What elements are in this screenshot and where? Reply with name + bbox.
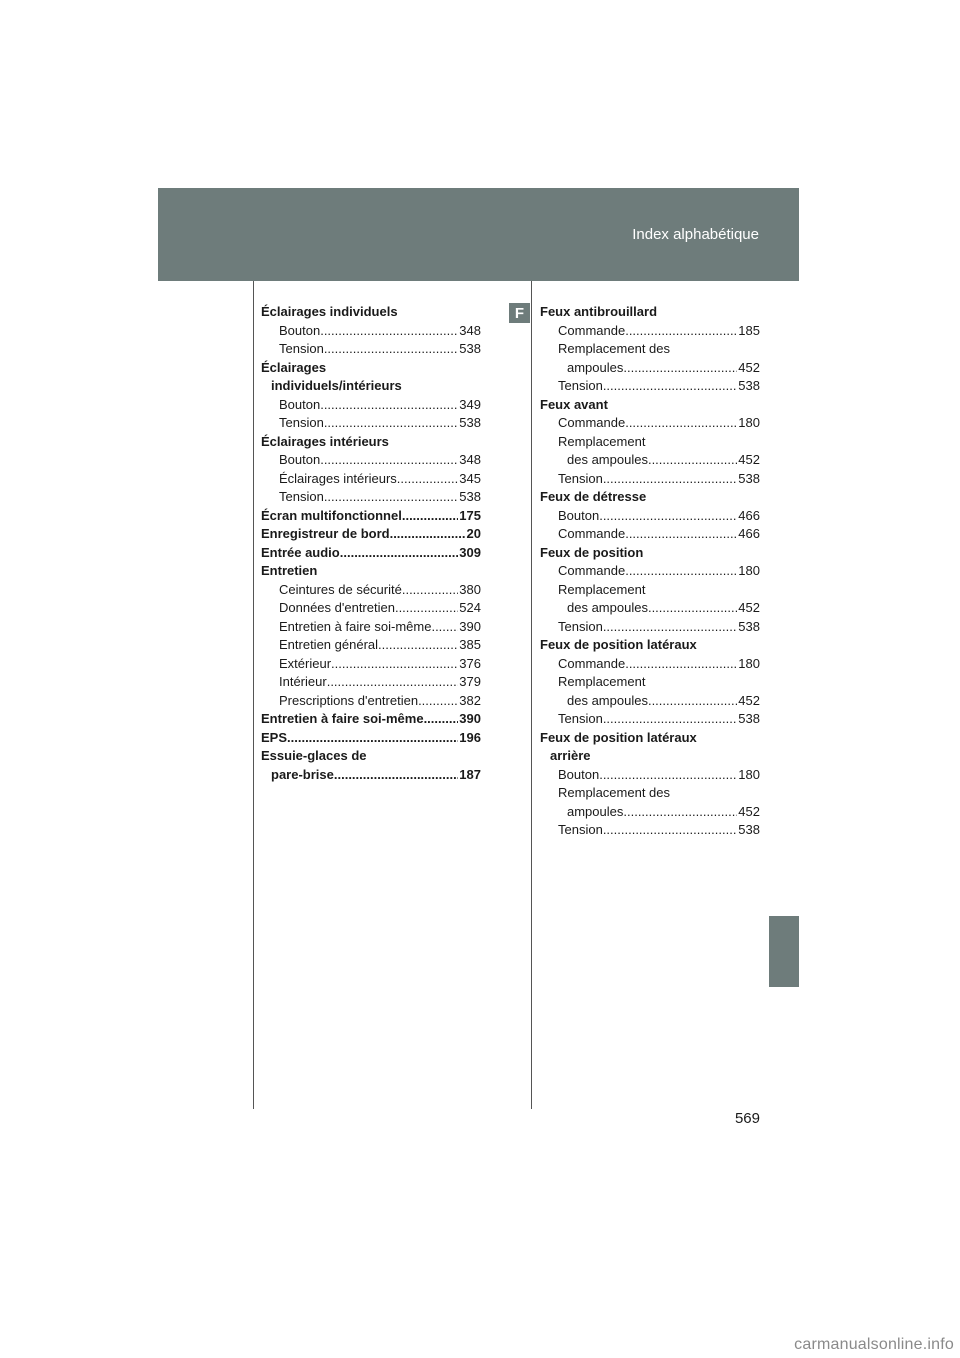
leader-dots [625,414,737,433]
index-entry [540,599,760,618]
index-entry-page: 376 [459,655,481,671]
index-entry-page: 538 [459,415,481,430]
index-entry-page: 452 [738,803,760,819]
index-entry [261,396,481,415]
left-column-rule [253,281,254,1109]
index-entry-page: 180 [738,766,760,782]
leader-dots [625,322,737,341]
leader-dots [603,710,737,729]
index-entry-page: 345 [459,470,481,486]
leader-dots [334,766,458,785]
index-entry-text: Bouton [279,322,321,338]
index-entry-text: Remplacement des [558,785,670,800]
index-entry-text: Écran multifonctionnel [261,507,402,523]
index-entry [261,377,481,396]
index-entry [540,636,760,655]
index-entry-text: ampoules [567,803,624,819]
index-entry-text: arrière [550,748,591,763]
index-entry [261,525,481,544]
index-entry-text: Commande [558,526,626,541]
leader-dots [648,599,737,618]
index-entry-text: des ampoules [567,692,648,708]
index-entry [540,710,760,729]
page-header [158,188,799,281]
index-entry-page: 348 [459,452,481,467]
leader-dots [603,821,737,840]
index-entry [540,340,760,359]
leader-dots [418,692,458,711]
index-entry [540,525,760,544]
index-entry [540,414,760,433]
index-entry [261,544,481,563]
index-entry [540,451,760,470]
index-entry-text: Feux de position latéraux [540,637,697,652]
index-entry [261,599,481,618]
index-entry-page: 180 [738,563,760,578]
index-entry [540,562,760,581]
leader-dots [603,618,737,637]
index-entry [261,488,481,507]
index-entry [540,359,760,378]
index-entry-page: 538 [738,822,760,837]
index-entry-page: 185 [738,322,760,338]
index-entry-page: 538 [738,618,760,634]
index-entry [261,636,481,655]
index-entry [261,359,481,378]
index-entry-text: Bouton [279,452,321,467]
index-entry-page: 466 [738,507,760,523]
index-entry [540,507,760,526]
index-entry-page: 382 [459,692,481,708]
index-entry-text: pare-brise [271,766,334,782]
leader-dots [603,470,737,489]
index-entry-text: Commande [558,655,626,671]
index-entry-text: Tension [558,378,603,393]
leader-dots [599,766,737,785]
index-entry-text: Bouton [279,396,321,412]
index-column-right [540,303,760,840]
index-entry-page: 452 [738,692,760,708]
watermark: carmanualsonline.info [794,1336,954,1353]
leader-dots [340,544,459,563]
index-entry-text: Remplacement [558,433,646,449]
leader-dots [287,729,458,748]
leader-dots [623,359,737,378]
index-entry-text: Tension [558,618,603,634]
index-entry [261,414,481,433]
index-entry-page: 538 [459,489,481,504]
index-entry-page: 452 [738,359,760,375]
page-number: 569 [734,1110,760,1127]
index-entry-text: Remplacement [558,674,646,689]
index-entry-page: 180 [738,655,760,671]
index-entry [540,488,760,507]
index-entry-page: 187 [459,766,481,782]
index-entry-text: Éclairages intérieurs [261,433,389,449]
index-entry-page: 452 [738,452,760,467]
leader-dots [625,655,737,674]
index-entry [540,766,760,785]
index-entry [261,581,481,600]
index-entry-text: Commande [558,322,626,338]
index-entry-text: Feux de position [540,544,644,560]
index-entry [261,618,481,637]
index-entry [540,803,760,822]
index-entry [540,821,760,840]
index-entry [540,673,760,692]
index-entry-text: Tension [558,822,603,837]
index-entry-text: Extérieur [279,655,332,671]
index-entry-page: 538 [738,711,760,726]
index-entry-text: Feux de position latéraux [540,729,697,745]
index-entry-text: Bouton [558,766,600,782]
leader-dots [402,507,458,526]
index-entry [261,562,481,581]
leader-dots [623,803,737,822]
index-entry [261,507,481,526]
index-entry [261,470,481,489]
leader-dots [324,414,458,433]
index-entry-text: Bouton [558,507,600,523]
leader-dots [424,710,459,729]
index-entry-text: Commande [558,415,626,430]
index-entry-text: EPS [261,729,288,745]
leader-dots [625,562,737,581]
leader-dots [648,692,737,711]
leader-dots [320,451,458,470]
index-entry-text: Entretien à faire soi-même [261,711,424,726]
index-entry-page: 385 [459,637,481,652]
index-entry [261,433,481,452]
index-entry-page: 180 [738,415,760,430]
index-entry-page: 538 [738,470,760,486]
leader-dots [402,581,458,600]
index-entry [261,340,481,359]
index-entry [261,692,481,711]
index-entry [540,433,760,452]
index-entry-text: Enregistreur de bord [261,526,390,541]
index-entry [540,470,760,489]
index-entry-text: individuels/intérieurs [271,378,402,393]
index-entry-text: Feux avant [540,396,608,412]
index-entry-page: 466 [738,526,760,541]
leader-dots [603,377,737,396]
index-entry-text: Éclairages individuels [261,304,398,319]
leader-dots [320,322,458,341]
index-entry-text: Feux antibrouillard [540,304,658,319]
leader-dots [327,673,459,692]
index-entry [540,303,760,322]
index-entry-page: 348 [459,322,481,338]
leader-dots [648,451,737,470]
index-entry-page: 196 [459,729,481,745]
index-entry [540,377,760,396]
section-side-tab [769,916,799,987]
index-entry-page: 380 [459,581,481,597]
index-entry [540,747,760,766]
index-entry-page: 379 [459,674,481,689]
index-entry-page: 20 [466,526,481,541]
index-entry [540,784,760,803]
index-entry-page: 349 [459,396,481,412]
index-entry [540,655,760,674]
index-entry [540,729,760,748]
index-entry-page: 524 [459,600,481,615]
leader-dots [331,655,458,674]
index-entry [540,618,760,637]
index-entry-text: Prescriptions d'entretien [279,692,419,708]
index-entry [261,322,481,341]
section-letter-badge: F [509,303,530,323]
index-entry-text: Éclairages intérieurs [279,470,397,486]
index-entry [540,544,760,563]
leader-dots [324,488,458,507]
index-entry-text: Commande [558,563,626,578]
index-entry-page: 390 [459,711,481,726]
index-entry-text: Intérieur [279,674,327,689]
leader-dots [320,396,458,415]
leader-dots [625,525,737,544]
leader-dots [395,599,458,618]
index-entry-text: ampoules [567,359,624,375]
index-entry [540,322,760,341]
index-entry-text: des ampoules [567,452,648,467]
index-entry [261,710,481,729]
leader-dots [397,470,459,489]
index-entry [261,303,481,322]
leader-dots [390,525,466,544]
index-entry [261,747,481,766]
index-entry [540,396,760,415]
index-entry-text: Essuie-glaces de [261,748,367,763]
index-entry-text: des ampoules [567,600,648,615]
index-entry-text: Entrée audio [261,544,340,560]
index-entry [540,581,760,600]
index-entry [261,673,481,692]
index-entry-text: Tension [558,711,603,726]
leader-dots [599,507,737,526]
index-entry [261,451,481,470]
index-entry-text: Données d'entretien [279,600,395,615]
index-entry-text: Entretien [261,563,318,578]
index-entry-text: Tension [558,470,603,486]
index-entry-page: 309 [459,544,481,560]
index-entry [540,692,760,711]
middle-column-rule [531,281,532,1109]
index-entry [261,766,481,785]
leader-dots [431,618,458,637]
index-entry [261,729,481,748]
index-entry-text: Entretien à faire soi-même [279,618,432,634]
index-entry-text: Tension [279,489,324,504]
index-entry-page: 538 [459,341,481,356]
index-entry-text: Entretien général [279,637,379,652]
index-entry-text: Tension [279,341,324,356]
header-title: Index alphabétique [632,226,759,243]
index-entry-text: Remplacement [558,581,646,597]
index-entry-page: 452 [738,600,760,615]
index-entry-page: 538 [738,378,760,393]
index-entry-text: Tension [279,415,324,430]
index-entry-text: Ceintures de sécurité [279,581,402,597]
leader-dots [378,636,458,655]
index-entry-page: 175 [459,507,481,523]
index-entry-text: Remplacement des [558,341,670,356]
index-column-left [261,303,481,784]
index-entry-text: Éclairages [261,359,327,375]
leader-dots [324,340,458,359]
index-entry [261,655,481,674]
index-entry-page: 390 [459,618,481,634]
index-entry-text: Feux de détresse [540,489,647,504]
